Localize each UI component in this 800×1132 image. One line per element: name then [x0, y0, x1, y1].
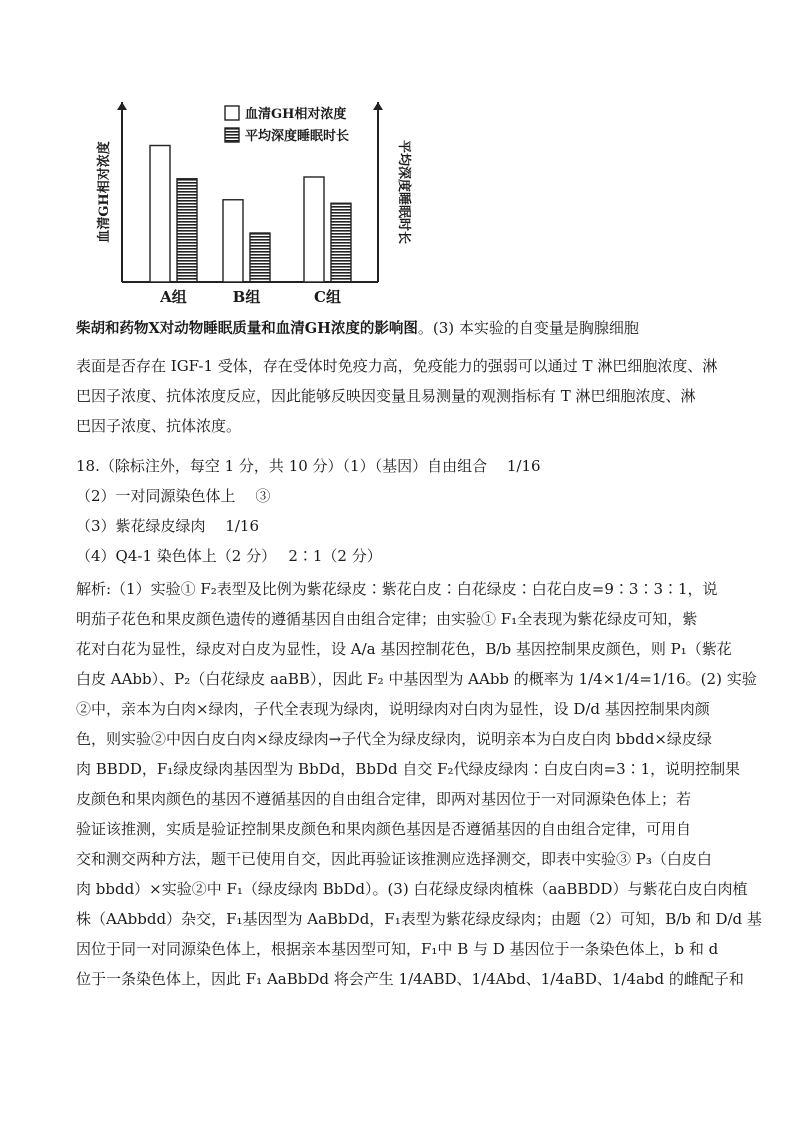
text-line: 巴因子浓度、抗体浓度。 [76, 417, 242, 435]
bar-sleep-1 [177, 179, 197, 282]
legend-swatch [225, 128, 239, 142]
answer-18-4: （4）Q4-1 染色体上（2 分） 2∶1（2 分） [76, 547, 382, 565]
explanation-line: 交和测交两种方法，题干已使用自交，因此再验证该推测应选择测交，即表中实验③ P₃（白皮白 [76, 850, 712, 868]
bar-sleep-2 [250, 233, 270, 282]
explanation-line: 株（AAbbdd）杂交，F₁基因型为 AaBbDd，F₁表型为紫花绿皮绿肉；由题（2）可知，B/b 和 D/d 基 [76, 910, 762, 928]
legend-label: 平均深度睡眠时长 [245, 129, 350, 144]
bar-sleep-3 [331, 203, 351, 282]
answer-18-3: （3）紫花绿皮绿肉 1/16 [76, 517, 259, 535]
bar-gh-1 [150, 146, 170, 283]
explanation-paragraph [76, 574, 762, 994]
chart-svg [70, 92, 490, 337]
legend-swatch [225, 106, 239, 120]
figure-title: 柴胡和药物X对动物睡眠质量和血清GH浓度的影响图 [76, 320, 418, 337]
bar-gh-3 [304, 177, 324, 282]
explanation-line: 解析:（1）实验① F₂表型及比例为紫花绿皮∶紫花白皮∶白花绿皮∶白花白皮=9∶3∶3∶1，说 [76, 580, 718, 598]
explanation-line: 验证该推测，实质是验证控制果皮颜色和果肉颜色基因是否遵循基因的自由组合定律，可用自 [76, 820, 692, 838]
explanation-line: ②中，亲本为白肉×绿肉，子代全表现为绿肉，说明绿肉对白肉为显性，设 D/d 基因控制果肉颜 [76, 700, 710, 718]
answer-18-2: （2）一对同源染色体上 ③ [76, 487, 271, 505]
text-line: 巴因子浓度、抗体浓度反应，因此能够反映因变量且易测量的观测指标有 T 淋巴细胞浓度、淋 [76, 387, 696, 405]
y-axis-right-arrow [373, 102, 383, 110]
text-line: 表面是否存在 IGF-1 受体，存在受体时免疫力高，免疫能力的强弱可以通过 T 淋巴细胞浓度、淋 [76, 357, 718, 375]
explanation-line: 肉 bbdd）×实验②中 F₁（绿皮绿肉 BbDd）。(3) 白花绿皮绿肉植株（aaBBDD）与紫花白皮白肉植 [76, 880, 748, 898]
explanation-line: 花对白花为显性，绿皮对白皮为显性，设 A/a 基因控制花色，B/b 基因控制果皮颜色，则 P₁（紫花 [76, 640, 732, 658]
explanation-line: 色，则实验②中因白皮白肉×绿皮绿肉→子代全为绿皮绿肉，说明亲本为白皮白肉 bbdd×绿皮绿 [76, 730, 712, 748]
y-axis-left-label: 血清GH相对浓度 [97, 141, 112, 243]
chart-plot [96, 102, 412, 306]
explanation-line: 因位于同一对同源染色体上，根据亲本基因型可知，F₁中 B 与 D 基因位于一条染色体上，b 和 d [76, 940, 719, 958]
figure-caption [76, 317, 639, 338]
question-18-header: 18.（除标注外，每空 1 分，共 10 分）（1）（基因）自由组合 1/16 [76, 457, 541, 475]
bar-gh-2 [223, 200, 243, 282]
y-axis-left-arrow [117, 102, 127, 110]
explanation-line: 皮颜色和果肉颜色的基因不遵循基因的自由组合定律，即两对基因位于一对同源染色体上；若 [76, 790, 692, 808]
answer-paragraph-17 [76, 351, 736, 441]
explanation-line: 明茄子花色和果皮颜色遗传的遵循基因自由组合定律；由实验① F₁全表现为紫花绿皮可知，紫 [76, 610, 698, 628]
y-axis-right-label: 平均深度睡眠时长 [396, 139, 411, 245]
bar-chart [70, 92, 490, 337]
legend-label: 血清GH相对浓度 [245, 107, 347, 122]
explanation-line: 白皮 AAbb）、P₂（白花绿皮 aaBB），因此 F₂ 中基因型为 AAbb 的概率为 1/4×1/4=1/16。(2) 实验 [76, 670, 757, 688]
x-tick-label: C组 [314, 288, 341, 306]
caption-tail: 。(3) 本实验的自变量是胸腺细胞 [417, 319, 639, 337]
explanation-line: 位于一条染色体上，因此 F₁ AaBbDd 将会产生 1/4ABD、1/4Abd、1/4aBD、1/4abd 的雌配子和 [76, 970, 744, 988]
x-tick-label: B组 [232, 288, 261, 306]
explanation-line: 肉 BBDD，F₁绿皮绿肉基因型为 BbDd，BbDd 自交 F₂代绿皮绿肉∶白皮白肉=3∶1，说明控制果 [76, 760, 741, 778]
x-tick-label: A组 [160, 288, 187, 306]
